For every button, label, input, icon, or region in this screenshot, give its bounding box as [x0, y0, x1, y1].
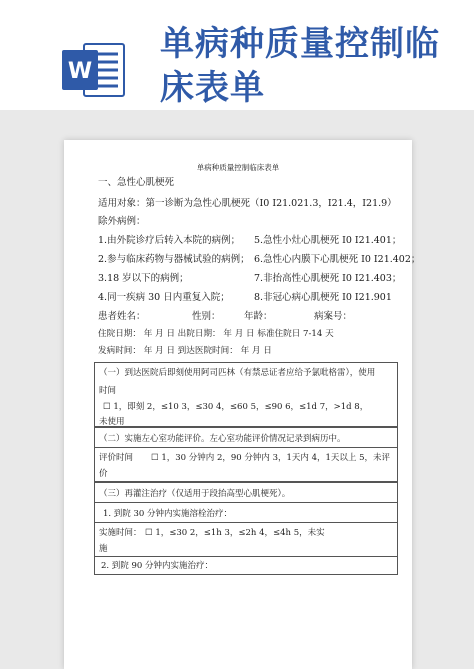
- exclude-item: 7.非抬高性心肌梗死 I0 I21.403；: [254, 273, 402, 284]
- lv-evaluation-title: （二）实施左心室功能评价。左心室功能评价情况记录到病历中。: [99, 434, 346, 444]
- patient-name-label: 患者姓名：: [98, 311, 146, 322]
- exclude-item: 8.非冠心病心肌梗死 I0 I21.901: [254, 292, 392, 303]
- svg-text:W: W: [67, 59, 93, 84]
- aspirin-not-used: 未使用: [99, 417, 125, 427]
- document-title: 单病种质量控制临床表单: [196, 163, 280, 172]
- aspirin-time-label: 时间: [99, 386, 117, 396]
- pci-item: 2. 到院 90 分钟内实施治疗：: [101, 561, 214, 571]
- exclude-item: 6.急性心内膜下心肌梗死 I0 I21.402；: [254, 254, 421, 265]
- banner-title-line2: 床表单: [160, 68, 265, 108]
- exclude-item: 3.18 岁以下的病例；: [98, 273, 189, 284]
- admission-dates-row: 住院日期： 年 月 日 出院日期： 年 月 日 标准住院日 7-14 天: [98, 329, 334, 339]
- aspirin-section: [94, 362, 398, 428]
- thrombolysis-not-done: 施: [99, 544, 108, 554]
- case-number-label: 病案号：: [314, 311, 353, 322]
- lv-evaluation-time-label: 评价时间: [99, 453, 134, 463]
- exclude-label: 除外病例：: [98, 216, 146, 227]
- reperfusion-title: （三）再灌注治疗（仅适用于段抬高型心肌梗死）。: [99, 489, 291, 499]
- applies-to: 适用对象：第一诊断为急性心肌梗死（I0 I21.021.3，I21.4，I21.9）: [98, 198, 397, 209]
- banner: [0, 0, 474, 110]
- age-label: 年龄：: [244, 311, 273, 322]
- thrombolysis-time-label: 实施时间：: [99, 528, 142, 538]
- gender-label: 性别：: [192, 311, 221, 322]
- lv-evaluation-not-done: 价: [99, 469, 108, 479]
- aspirin-time-options: ☐ 1，即刻 2，≤10 3，≤30 4，≤60 5，≤90 6，≤1d 7，>1d 8，: [103, 402, 369, 412]
- exclude-item: 5.急性小灶心肌梗死 I0 I21.401；: [254, 235, 402, 246]
- exclude-item: 1.由外院诊疗后转入本院的病例；: [98, 235, 241, 246]
- document-page: [64, 140, 421, 669]
- section-heading: 一、急性心肌梗死: [98, 177, 175, 188]
- banner-title-line1: 单病种质量控制临: [160, 24, 440, 64]
- lv-evaluation-options: ☐ 1，30 分钟内 2，90 分钟内 3，1天内 4，1天以上 5，未评: [151, 453, 391, 463]
- exclude-item: 4.同一疾病 30 日内重复入院；: [98, 292, 230, 303]
- exclude-item: 2.参与临床药物与器械试验的病例；: [98, 254, 250, 265]
- onset-arrival-row: 发病时间： 年 月 日 到达医院时间： 年 月 日: [98, 346, 272, 356]
- banner-title: [160, 22, 460, 110]
- reperfusion-section: [94, 481, 398, 575]
- word-document-icon: [60, 40, 126, 100]
- lv-evaluation-section: [94, 426, 398, 483]
- thrombolysis-time-options: ☐ 1，≤30 2，≤1h 3，≤2h 4，≤4h 5，未实: [145, 528, 325, 538]
- thrombolysis-item: 1. 到院 30 分钟内实施溶栓治疗：: [103, 509, 233, 519]
- aspirin-title: （一）到达医院后即刻使用阿司匹林（有禁忌证者应给予氯吡格雷），使用: [99, 368, 376, 378]
